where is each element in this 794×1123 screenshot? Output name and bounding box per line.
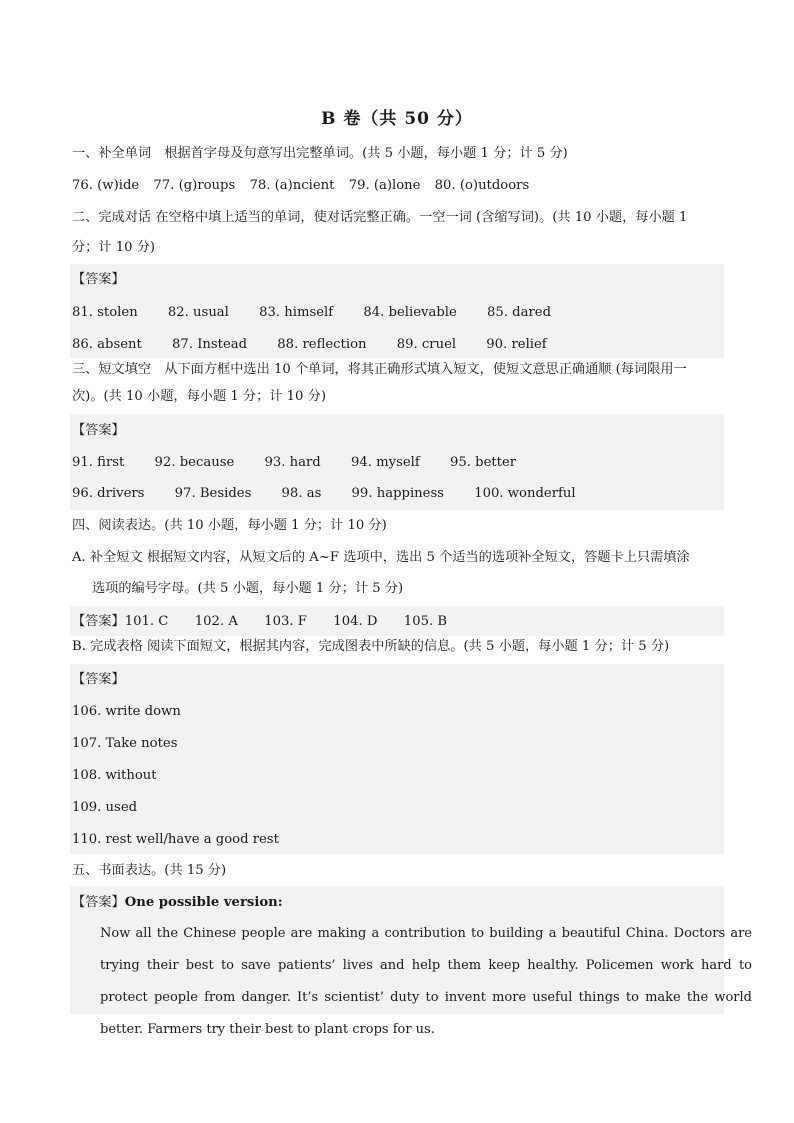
answer-item: 95. better <box>449 455 517 470</box>
answer-item: 80. (o)utdoors <box>434 178 530 193</box>
section-1-answers <box>72 176 724 196</box>
answer-item: 87. Instead <box>172 337 248 352</box>
answer-tag: 【答案】 <box>72 672 125 687</box>
answer-item: 90. relief <box>486 337 547 352</box>
section-2-answers-row-2 <box>72 335 724 355</box>
answer-item: 83. himself <box>259 305 334 320</box>
section-5-answer-tag <box>72 893 724 913</box>
answer-item: 79. (a)lone <box>348 178 421 193</box>
section-3-heading-line-1: 三、短文填空 从下面方框中选出 10 个单词，将其正确形式填入短文，使短文意思正确通顺 (每词限用一 <box>72 362 687 377</box>
answer-tag: 【答案】 <box>72 423 125 438</box>
answer-item: 108. without <box>72 768 157 783</box>
answer-item: 94. myself <box>350 455 420 470</box>
answer-item: 89. cruel <box>396 337 457 352</box>
answer-item: 92. because <box>154 455 235 470</box>
answer-item: 77. (g)roups <box>153 178 236 193</box>
answer-item: 82. usual <box>167 305 229 320</box>
section-4a-answers: 【答案】101. C 102. A 103. F 104. D 105. B <box>72 614 448 629</box>
section-2-heading-line-2: 分；计 10 分) <box>72 240 156 255</box>
answer-item: 85. dared <box>487 305 552 320</box>
answer-tag: 【答案】 <box>72 895 125 910</box>
section-2-answers-row-1 <box>72 303 724 323</box>
answer-item: 81. stolen <box>72 305 138 320</box>
section-3-answers-row-1 <box>72 453 724 473</box>
answer-item: 88. reflection <box>277 337 367 352</box>
answer-item: 78. (a)ncient <box>249 178 335 193</box>
section-2-heading-line-1: 二、完成对话 在空格中填上适当的单词，使对话完整正确。一空一词 (含缩写词)。(共 10 小题，每小题 1 <box>72 210 688 225</box>
section-1-heading: 一、补全单词 根据首字母及句意写出完整单词。(共 5 小题，每小题 1 分；计 5 分) <box>72 146 568 161</box>
answer-item: 76. (w)ide <box>72 178 140 193</box>
answer-item: 109. used <box>72 800 138 815</box>
answer-item: 97. Besides <box>174 486 252 501</box>
answer-item: 110. rest well/have a good rest <box>72 832 279 847</box>
version-label: One possible version: <box>124 895 283 910</box>
answer-item: 86. absent <box>72 337 142 352</box>
answer-item: 98. as <box>281 486 322 501</box>
section-4b-heading: B. 完成表格 阅读下面短文，根据其内容，完成图表中所缺的信息。(共 5 小题，每小题 1 分；计 5 分) <box>72 639 670 654</box>
answer-item: 93. hard <box>264 455 321 470</box>
answer-item: 91. first <box>72 455 125 470</box>
page-title: B 卷（共 50 分） <box>321 109 473 129</box>
section-4a-heading-line-2: 选项的编号字母。(共 5 小题，每小题 1 分；计 5 分) <box>92 581 404 596</box>
sample-essay: Now all the Chinese people are making a contribution to building a beautiful China. Doctors are trying their best to save patients’ lives and help them keep healthy. Policemen work hard to protect people from danger. It’s scientist’ duty to invent more useful things to make the world better. Farmers try their best to plant crops for us. <box>100 926 752 1037</box>
section-3-answers-row-2 <box>72 484 724 504</box>
section-5-heading: 五、书面表达。(共 15 分) <box>72 863 227 878</box>
answer-tag: 【答案】 <box>72 272 125 287</box>
answer-item: 100. wonderful <box>474 486 576 501</box>
section-3-heading-line-2: 次)。(共 10 小题，每小题 1 分；计 10 分) <box>72 389 326 404</box>
answer-item: 96. drivers <box>72 486 145 501</box>
section-4a-heading-line-1: A. 补全短文 根据短文内容，从短文后的 A~F 选项中，选出 5 个适当的选项补全短文，答题卡上只需填涂 <box>72 550 690 565</box>
answer-item: 84. believable <box>363 305 457 320</box>
answer-item: 99. happiness <box>351 486 445 501</box>
section-4b-answer-box <box>70 664 724 854</box>
answer-item: 107. Take notes <box>72 736 178 751</box>
answer-item: 106. write down <box>72 704 181 719</box>
section-4-heading: 四、阅读表达。(共 10 小题，每小题 1 分；计 10 分) <box>72 518 387 533</box>
